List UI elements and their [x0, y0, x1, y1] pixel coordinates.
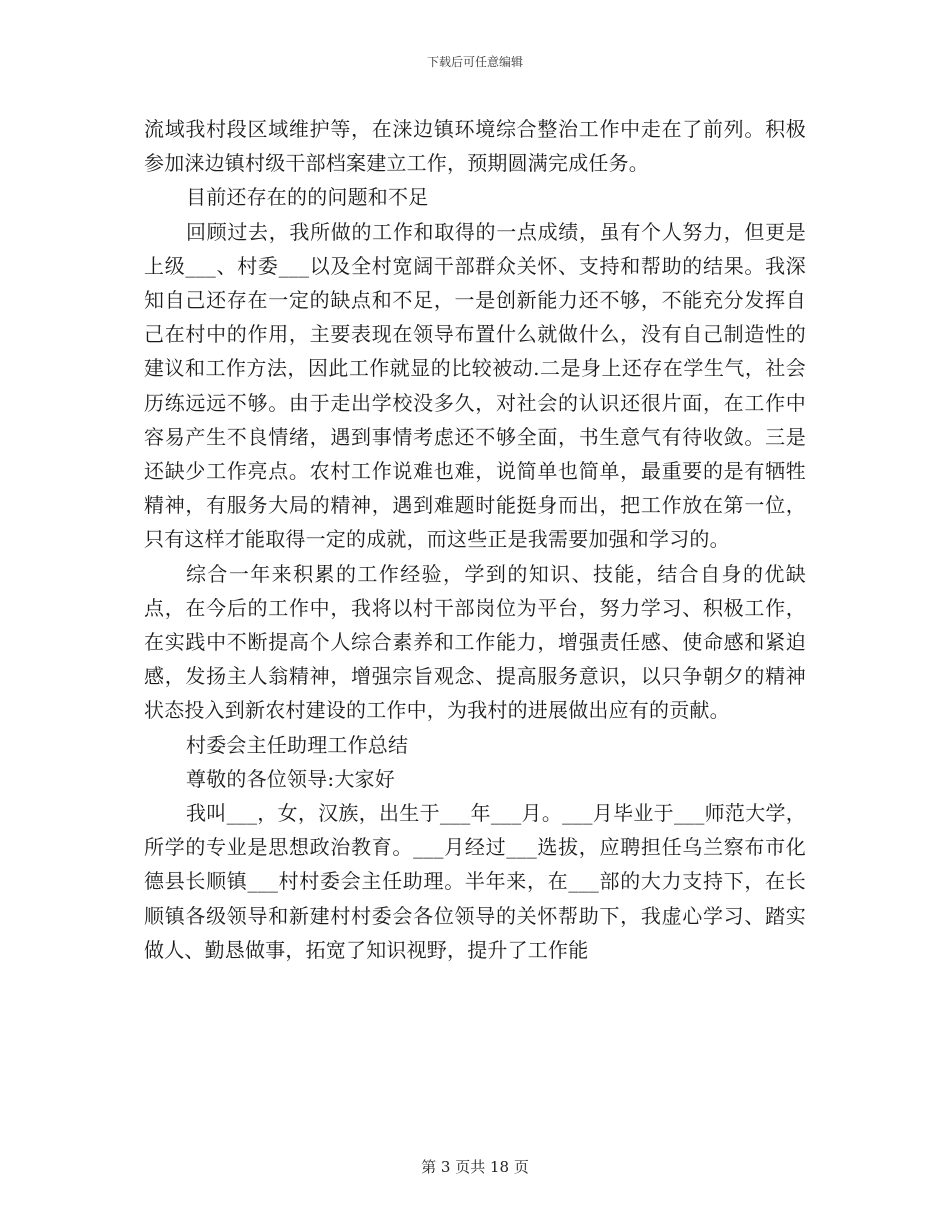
- page-footer: 第 3 页共 18 页: [421, 1158, 529, 1176]
- paragraph: 流域我村段区域维护等，在涞边镇环境综合整治工作中走在了前列。积极参加涞边镇村级干部档案建立工作，预期圆满完成任务。: [144, 117, 806, 176]
- paragraph: 我叫___，女，汉族，出生于___年___月。___月毕业于___师范大学，所学的专业是思想政治教育。___月经过___选拔，应聘担任乌兰察布市化德县长顺镇___村村委会主任助理。半年来，在___部的大力支持下，在长顺镇各级领导和新建村村委会各位领导的关怀帮助下，我虚心学习、踏实做人、勤恳做事，拓宽了知识视野，提升了工作能: [144, 801, 806, 962]
- document-title: 村委会主任助理工作总结: [186, 732, 409, 757]
- salutation: 尊敬的各位领导:大家好: [186, 766, 395, 791]
- paragraph: 综合一年来积累的工作经验，学到的知识、技能，结合自身的优缺点，在今后的工作中，我将以村干部岗位为平台，努力学习、积极工作，在实践中不断提高个人综合素养和工作能力，增强责任感、使命感和紧迫感，发扬主人翁精神，增强宗旨观念、提高服务意识，以只争朝夕的精神状态投入到新农村建设的工作中，为我村的进展做出应有的贡献。: [144, 561, 806, 723]
- paragraph: 回顾过去，我所做的工作和取得的一点成绩，虽有个人努力，但更是上级___、村委___以及全村宽阔干部群众关怀、支持和帮助的结果。我深知自己还存在一定的缺点和不足，一是创新能力还不够，不能充分发挥自己在村中的作用，主要表现在领导布置什么就做什么，没有自己制造性的建议和工作方法，因此工作就显的比较被动.二是身上还存在学生气，社会历练远远不够。由于走出学校没多久，对社会的认识还很片面，在工作中容易产生不良情绪，遇到事情考虑还不够全面，书生意气有待收敛。三是还缺少工作亮点。农村工作说难也难，说简单也简单，最重要的是有牺牲精神，有服务大局的精神，遇到难题时能挺身而出，把工作放在第一位，只有这样才能取得一定的成就，而这些正是我需要加强和学习的。: [144, 219, 806, 552]
- section-heading: 目前还存在的的问题和不足: [186, 185, 429, 210]
- document-body: [144, 112, 806, 967]
- page-header: 下载后可任意编辑: [426, 55, 523, 69]
